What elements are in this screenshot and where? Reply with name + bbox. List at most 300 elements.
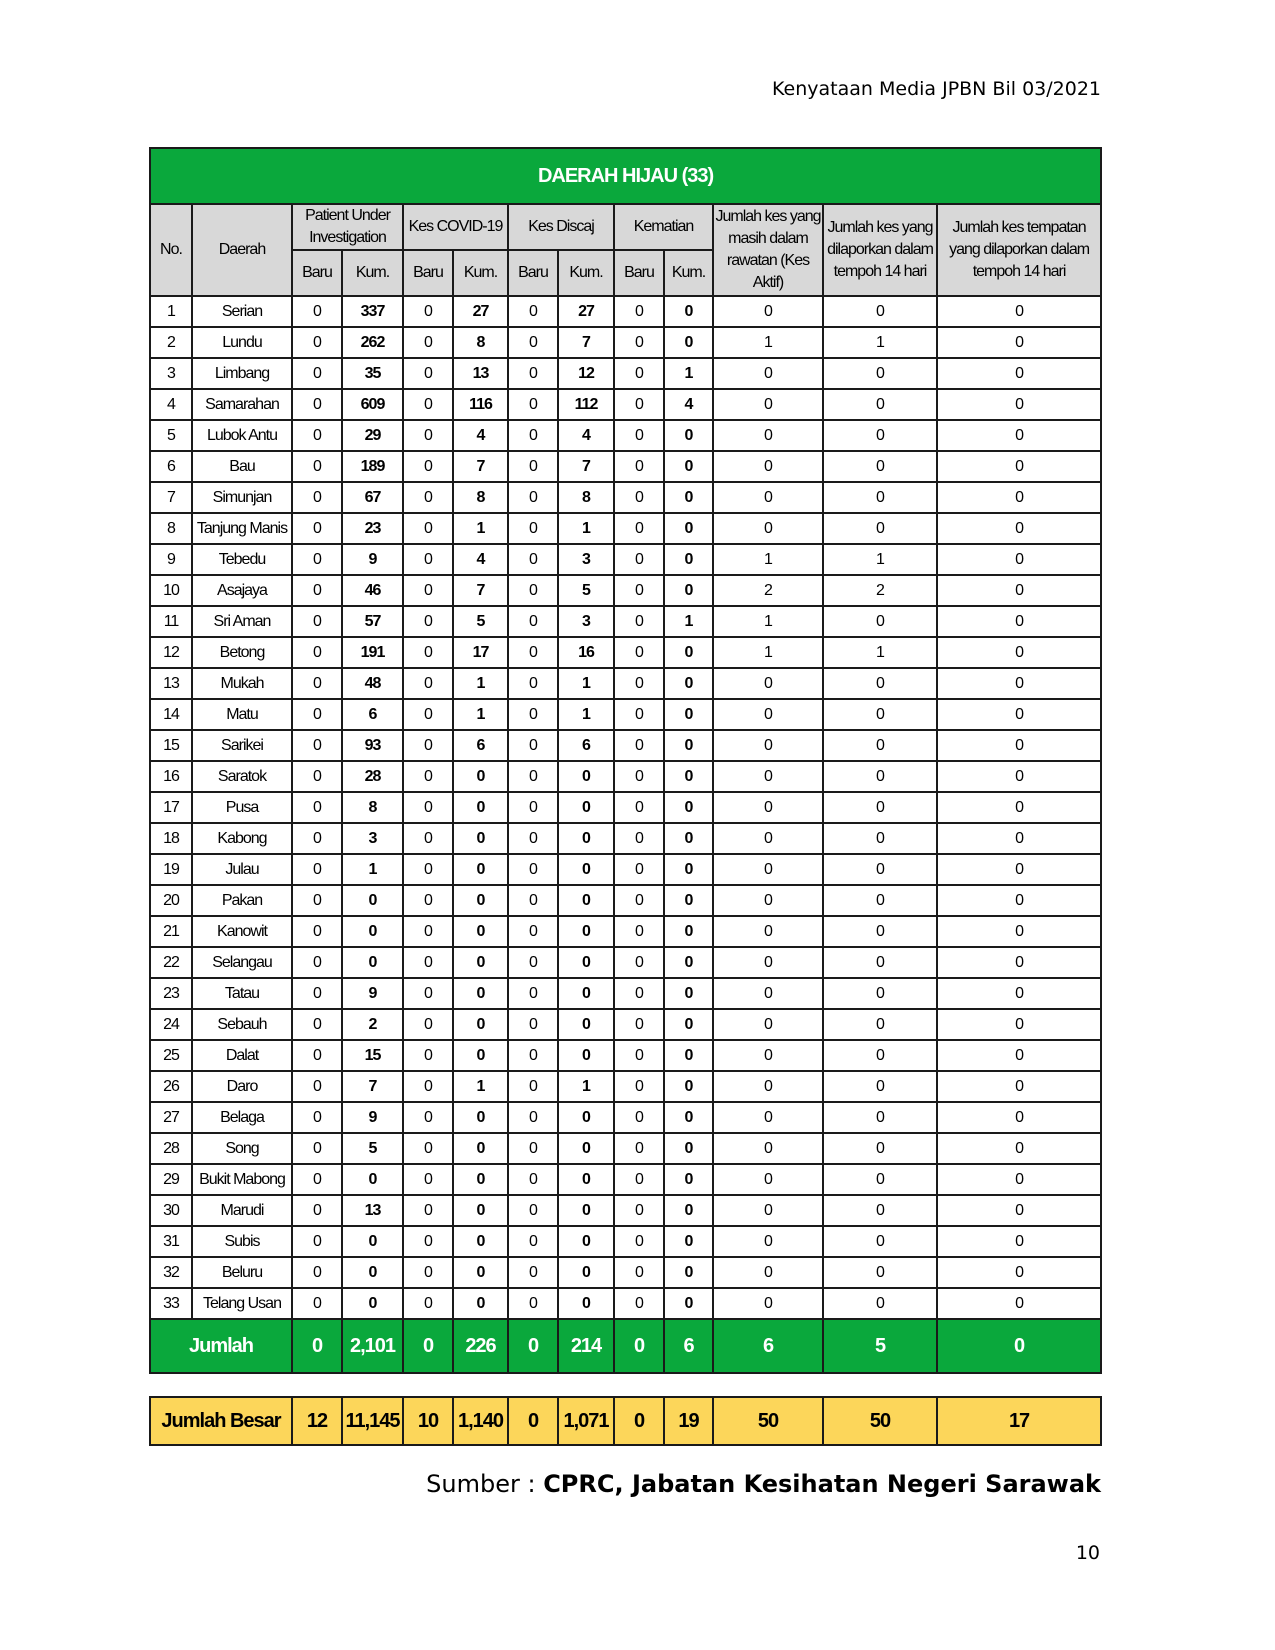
value-cell: 1 [823,637,937,668]
value-cell: 0 [713,451,823,482]
value-cell: 0 [664,327,713,358]
col-header-dilaporkan-14-hari: Jumlah kes yang dilaporkan dalam tempoh 14 hari [823,204,937,296]
value-cell: 0 [614,1164,664,1195]
value-cell: 0 [823,730,937,761]
value-cell: 0 [292,1102,342,1133]
value-cell: 0 [508,513,558,544]
value-cell: 0 [937,1226,1101,1257]
value-cell: 1 [453,699,508,730]
value-cell: 0 [664,1195,713,1226]
value-cell: 0 [664,885,713,916]
total-cell: 6 [713,1319,823,1373]
value-cell: 0 [823,947,937,978]
value-cell: 0 [558,1102,614,1133]
grand-total-label: Jumlah Besar [150,1397,292,1445]
value-cell: 0 [614,575,664,606]
total-cell: 6 [664,1319,713,1373]
value-cell: 0 [508,389,558,420]
value-cell: 0 [713,885,823,916]
value-cell: 5 [342,1133,403,1164]
grand-total-cell: 11,145 [342,1397,403,1445]
value-cell: 0 [614,606,664,637]
value-cell: 0 [292,1133,342,1164]
value-cell: 0 [292,1040,342,1071]
row-number-cell: 16 [150,761,192,792]
value-cell: 3 [558,606,614,637]
value-cell: 0 [664,544,713,575]
value-cell: 0 [403,885,453,916]
value-cell: 93 [342,730,403,761]
col-header-daerah: Daerah [192,204,292,296]
value-cell: 0 [823,1102,937,1133]
value-cell: 0 [292,885,342,916]
value-cell: 0 [453,761,508,792]
value-cell: 0 [713,947,823,978]
value-cell: 0 [292,482,342,513]
value-cell: 0 [403,420,453,451]
value-cell: 0 [614,1133,664,1164]
value-cell: 0 [508,1040,558,1071]
value-cell: 0 [713,916,823,947]
value-cell: 1 [558,513,614,544]
value-cell: 0 [403,1071,453,1102]
value-cell: 0 [403,1164,453,1195]
daerah-cell: Selangau [192,947,292,978]
value-cell: 0 [823,668,937,699]
row-number-cell: 3 [150,358,192,389]
daerah-cell: Sri Aman [192,606,292,637]
value-cell: 0 [614,1102,664,1133]
value-cell: 0 [823,1133,937,1164]
sub-header-baru: Baru [614,250,664,296]
value-cell: 0 [937,1288,1101,1319]
value-cell: 0 [664,637,713,668]
value-cell: 0 [614,420,664,451]
value-cell: 0 [664,761,713,792]
sub-header-baru: Baru [403,250,453,296]
value-cell: 0 [614,1009,664,1040]
value-cell: 0 [664,730,713,761]
daerah-cell: Julau [192,854,292,885]
value-cell: 1 [664,606,713,637]
value-cell: 0 [453,1102,508,1133]
value-cell: 0 [508,761,558,792]
value-cell: 0 [292,916,342,947]
table-row [150,1226,1101,1257]
value-cell: 0 [664,668,713,699]
value-cell: 0 [664,296,713,327]
value-cell: 0 [937,1071,1101,1102]
value-cell: 12 [558,358,614,389]
value-cell: 2 [713,575,823,606]
value-cell: 0 [342,1164,403,1195]
value-cell: 1 [713,327,823,358]
value-cell: 0 [937,978,1101,1009]
value-cell: 0 [823,699,937,730]
value-cell: 0 [403,730,453,761]
row-number-cell: 30 [150,1195,192,1226]
value-cell: 0 [508,730,558,761]
value-cell: 0 [403,575,453,606]
row-number-cell: 13 [150,668,192,699]
value-cell: 0 [937,1133,1101,1164]
value-cell: 0 [937,575,1101,606]
table-row [150,420,1101,451]
grand-total-cell: 19 [664,1397,713,1445]
grand-total-cell: 1,140 [453,1397,508,1445]
value-cell: 0 [664,1257,713,1288]
grand-total-row [150,1397,1101,1445]
value-cell: 0 [292,1257,342,1288]
source-name: CPRC, Jabatan Kesihatan Negeri Sarawak [543,1470,1101,1498]
table-row [150,575,1101,606]
daerah-cell: Betong [192,637,292,668]
daerah-cell: Tatau [192,978,292,1009]
value-cell: 0 [937,668,1101,699]
value-cell: 189 [342,451,403,482]
daerah-cell: Limbang [192,358,292,389]
value-cell: 0 [713,482,823,513]
table-row [150,1102,1101,1133]
value-cell: 0 [508,296,558,327]
value-cell: 0 [713,1257,823,1288]
total-cell: 226 [453,1319,508,1373]
value-cell: 609 [342,389,403,420]
sub-header-baru: Baru [508,250,558,296]
sub-header-kum: Kum. [342,250,403,296]
value-cell: 0 [937,296,1101,327]
daerah-cell: Lundu [192,327,292,358]
value-cell: 0 [614,885,664,916]
value-cell: 0 [508,823,558,854]
row-number-cell: 19 [150,854,192,885]
value-cell: 0 [558,761,614,792]
value-cell: 0 [292,947,342,978]
value-cell: 0 [614,482,664,513]
value-cell: 0 [403,451,453,482]
value-cell: 0 [508,885,558,916]
value-cell: 6 [453,730,508,761]
table-row [150,1009,1101,1040]
daerah-cell: Song [192,1133,292,1164]
value-cell: 0 [937,823,1101,854]
value-cell: 0 [292,854,342,885]
value-cell: 0 [614,1226,664,1257]
value-cell: 0 [937,1040,1101,1071]
row-number-cell: 14 [150,699,192,730]
value-cell: 0 [403,296,453,327]
value-cell: 0 [403,947,453,978]
value-cell: 0 [558,854,614,885]
value-cell: 337 [342,296,403,327]
value-cell: 0 [292,1164,342,1195]
value-cell: 0 [508,606,558,637]
row-number-cell: 25 [150,1040,192,1071]
value-cell: 0 [713,823,823,854]
value-cell: 0 [453,1195,508,1226]
daerah-cell: Subis [192,1226,292,1257]
value-cell: 0 [403,978,453,1009]
grand-total-cell: 0 [614,1397,664,1445]
value-cell: 0 [508,1133,558,1164]
value-cell: 0 [937,420,1101,451]
value-cell: 0 [664,1071,713,1102]
table-row [150,978,1101,1009]
total-cell: 0 [292,1319,342,1373]
value-cell: 0 [823,916,937,947]
row-number-cell: 2 [150,327,192,358]
value-cell: 0 [823,854,937,885]
value-cell: 0 [453,1164,508,1195]
table-row [150,1071,1101,1102]
daerah-cell: Marudi [192,1195,292,1226]
row-number-cell: 12 [150,637,192,668]
value-cell: 0 [508,1102,558,1133]
value-cell: 112 [558,389,614,420]
table-row [150,482,1101,513]
value-cell: 0 [292,327,342,358]
value-cell: 0 [823,389,937,420]
source-note [426,1470,1101,1498]
value-cell: 5 [558,575,614,606]
value-cell: 48 [342,668,403,699]
value-cell: 0 [713,792,823,823]
value-cell: 0 [614,513,664,544]
table-row [150,792,1101,823]
value-cell: 0 [403,1257,453,1288]
row-number-cell: 32 [150,1257,192,1288]
value-cell: 2 [342,1009,403,1040]
value-cell: 0 [664,947,713,978]
table-row [150,451,1101,482]
value-cell: 0 [823,1009,937,1040]
value-cell: 7 [453,575,508,606]
value-cell: 0 [292,606,342,637]
value-cell: 0 [937,761,1101,792]
value-cell: 0 [713,1164,823,1195]
row-number-cell: 18 [150,823,192,854]
row-number-cell: 4 [150,389,192,420]
value-cell: 0 [664,978,713,1009]
table-row [150,389,1101,420]
value-cell: 0 [614,296,664,327]
value-cell: 4 [558,420,614,451]
table-row [150,1164,1101,1195]
value-cell: 0 [823,1195,937,1226]
value-cell: 0 [403,668,453,699]
value-cell: 0 [614,854,664,885]
daerah-cell: Mukah [192,668,292,699]
value-cell: 0 [508,451,558,482]
value-cell: 0 [342,1288,403,1319]
value-cell: 1 [453,668,508,699]
daerah-cell: Beluru [192,1257,292,1288]
value-cell: 0 [937,1195,1101,1226]
daerah-cell: Pusa [192,792,292,823]
grand-total-cell: 1,071 [558,1397,614,1445]
table-row [150,885,1101,916]
value-cell: 0 [292,978,342,1009]
value-cell: 0 [614,1040,664,1071]
value-cell: 0 [614,699,664,730]
daerah-cell: Saratok [192,761,292,792]
daerah-cell: Belaga [192,1102,292,1133]
value-cell: 0 [713,1133,823,1164]
value-cell: 0 [823,420,937,451]
total-cell: 214 [558,1319,614,1373]
row-number-cell: 33 [150,1288,192,1319]
value-cell: 0 [664,916,713,947]
row-number-cell: 9 [150,544,192,575]
daerah-cell: Simunjan [192,482,292,513]
value-cell: 0 [713,389,823,420]
value-cell: 0 [713,699,823,730]
value-cell: 0 [342,1257,403,1288]
value-cell: 0 [823,358,937,389]
value-cell: 0 [823,1257,937,1288]
table-row [150,1195,1101,1226]
value-cell: 0 [453,1133,508,1164]
daerah-cell: Pakan [192,885,292,916]
daerah-cell: Dalat [192,1040,292,1071]
value-cell: 0 [937,513,1101,544]
total-cell: 0 [508,1319,558,1373]
value-cell: 0 [292,1226,342,1257]
value-cell: 0 [292,792,342,823]
value-cell: 1 [342,854,403,885]
page-number: 10 [1075,1542,1100,1564]
value-cell: 0 [403,1102,453,1133]
value-cell: 0 [508,358,558,389]
value-cell: 0 [823,1164,937,1195]
col-header-pui: Patient Under Investigation [292,204,403,250]
value-cell: 0 [664,1226,713,1257]
total-row [150,1319,1101,1373]
table-row [150,699,1101,730]
value-cell: 0 [508,978,558,1009]
row-number-cell: 6 [150,451,192,482]
total-cell: 0 [937,1319,1101,1373]
daerah-cell: Sebauh [192,1009,292,1040]
value-cell: 0 [292,1071,342,1102]
value-cell: 0 [403,854,453,885]
value-cell: 0 [558,823,614,854]
value-cell: 0 [823,885,937,916]
value-cell: 0 [403,1133,453,1164]
daerah-hijau-table [149,147,1102,1446]
value-cell: 0 [508,854,558,885]
value-cell: 0 [403,1040,453,1071]
value-cell: 0 [453,823,508,854]
value-cell: 0 [508,1164,558,1195]
source-prefix: Sumber : [426,1470,544,1498]
value-cell: 0 [403,544,453,575]
row-number-cell: 27 [150,1102,192,1133]
value-cell: 0 [342,947,403,978]
value-cell: 5 [453,606,508,637]
value-cell: 57 [342,606,403,637]
value-cell: 0 [937,854,1101,885]
table-body [150,296,1101,1319]
value-cell: 0 [823,1071,937,1102]
value-cell: 8 [342,792,403,823]
value-cell: 0 [823,1226,937,1257]
value-cell: 0 [403,823,453,854]
value-cell: 0 [403,513,453,544]
value-cell: 0 [558,1164,614,1195]
value-cell: 4 [453,420,508,451]
row-number-cell: 7 [150,482,192,513]
value-cell: 0 [292,823,342,854]
value-cell: 0 [403,482,453,513]
table-row [150,296,1101,327]
value-cell: 1 [713,606,823,637]
value-cell: 0 [713,420,823,451]
value-cell: 0 [453,947,508,978]
value-cell: 0 [342,1226,403,1257]
row-number-cell: 21 [150,916,192,947]
row-number-cell: 20 [150,885,192,916]
value-cell: 0 [292,575,342,606]
value-cell: 0 [292,389,342,420]
value-cell: 0 [292,544,342,575]
value-cell: 0 [937,792,1101,823]
value-cell: 0 [614,823,664,854]
row-number-cell: 8 [150,513,192,544]
document-reference: Kenyataan Media JPBN Bil 03/2021 [772,78,1101,100]
spacer-row [150,1373,1101,1397]
value-cell: 0 [713,1195,823,1226]
total-cell: 0 [614,1319,664,1373]
value-cell: 0 [713,978,823,1009]
table-row [150,668,1101,699]
value-cell: 1 [558,668,614,699]
value-cell: 0 [614,389,664,420]
table-row [150,1040,1101,1071]
daerah-cell: Sarikei [192,730,292,761]
value-cell: 0 [823,513,937,544]
row-number-cell: 22 [150,947,192,978]
value-cell: 0 [558,978,614,1009]
value-cell: 0 [453,1226,508,1257]
value-cell: 1 [713,544,823,575]
value-cell: 0 [713,761,823,792]
value-cell: 0 [453,1040,508,1071]
value-cell: 0 [292,761,342,792]
value-cell: 0 [453,792,508,823]
value-cell: 0 [937,606,1101,637]
value-cell: 13 [342,1195,403,1226]
value-cell: 0 [614,327,664,358]
value-cell: 0 [614,1288,664,1319]
row-number-cell: 5 [150,420,192,451]
value-cell: 0 [664,482,713,513]
col-header-kematian: Kematian [614,204,713,250]
daerah-cell: Bukit Mabong [192,1164,292,1195]
daerah-cell: Tebedu [192,544,292,575]
value-cell: 17 [453,637,508,668]
value-cell: 0 [614,978,664,1009]
total-cell: 5 [823,1319,937,1373]
value-cell: 28 [342,761,403,792]
value-cell: 1 [558,699,614,730]
value-cell: 0 [558,1009,614,1040]
value-cell: 0 [937,885,1101,916]
col-header-tempatan-14-hari: Jumlah kes tempatan yang dilaporkan dalam tempoh 14 hari [937,204,1101,296]
row-number-cell: 10 [150,575,192,606]
value-cell: 0 [713,730,823,761]
value-cell: 0 [823,823,937,854]
